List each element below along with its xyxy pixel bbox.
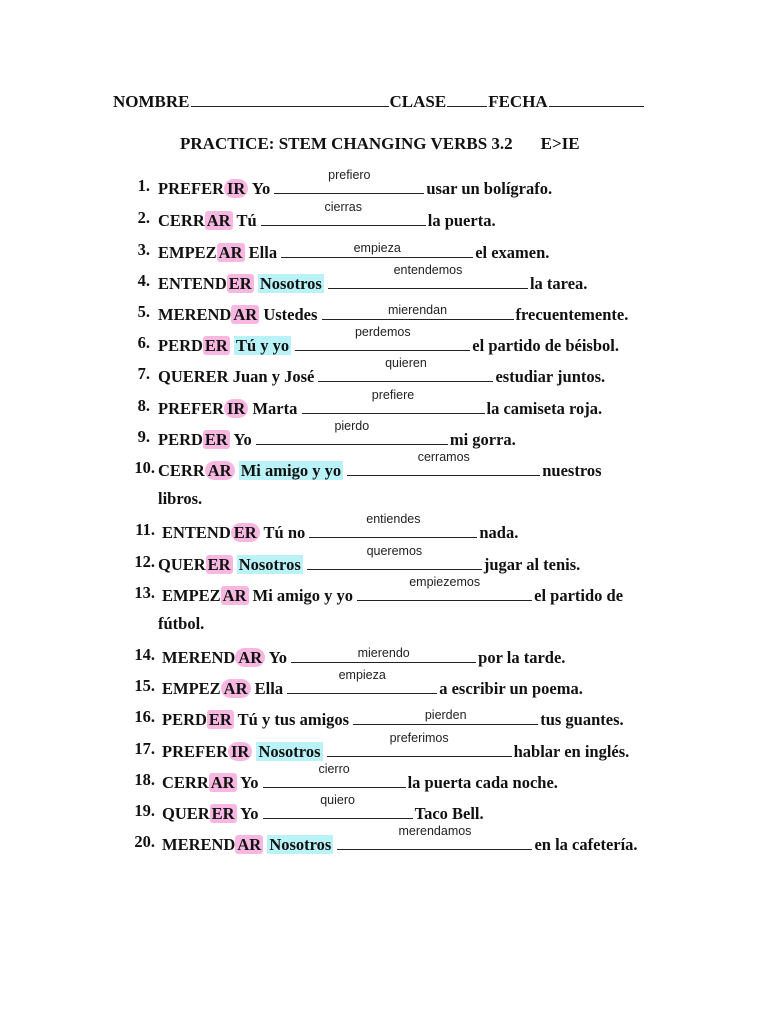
answer-blank[interactable] bbox=[256, 419, 448, 445]
verb-stem: CERR bbox=[158, 461, 205, 480]
verb-ending: ER bbox=[208, 710, 232, 729]
item-number: 13. bbox=[134, 583, 155, 602]
sentence-rest: nada. bbox=[479, 523, 519, 542]
verb-ending: IR bbox=[224, 399, 248, 418]
sentence-rest: la puerta. bbox=[427, 211, 496, 230]
answer-text: perdemos bbox=[354, 325, 411, 339]
answer-blank[interactable] bbox=[309, 512, 477, 538]
answer-blank[interactable] bbox=[302, 388, 485, 414]
verb-ending: ER bbox=[204, 336, 228, 355]
subject: Yo bbox=[240, 773, 259, 792]
answer-text: prefiero bbox=[328, 168, 371, 182]
sentence-continuation: fútbol. bbox=[158, 614, 205, 633]
answer-text: cerramos bbox=[417, 450, 470, 464]
answer-blank[interactable] bbox=[263, 793, 413, 819]
verb-stem: QUER bbox=[158, 367, 206, 386]
answer-blank[interactable] bbox=[327, 731, 512, 757]
subject: Tú bbox=[236, 211, 257, 230]
sentence-rest: tus guantes. bbox=[540, 710, 624, 729]
answer-text: cierras bbox=[324, 200, 362, 214]
verb-stem: PERD bbox=[162, 710, 207, 729]
sentence-rest: frecuentemente. bbox=[515, 305, 629, 324]
subject: Yo bbox=[251, 179, 271, 198]
verb-stem: ENTEND bbox=[162, 523, 231, 542]
verb-ending: AR bbox=[210, 773, 235, 792]
verb-stem: CERR bbox=[158, 211, 205, 230]
sentence-rest: la camiseta roja. bbox=[486, 399, 603, 418]
item-sentence bbox=[162, 731, 630, 762]
verb-stem: PERD bbox=[158, 430, 203, 449]
verb-stem: EMPEZ bbox=[162, 679, 221, 698]
item-number: 15. bbox=[134, 676, 155, 695]
sentence-rest: a escribir un poema. bbox=[439, 679, 583, 698]
answer-blank[interactable] bbox=[281, 240, 473, 258]
subject: Juan y José bbox=[232, 367, 315, 386]
item-sentence bbox=[158, 263, 588, 294]
item-number: 16. bbox=[134, 707, 155, 726]
subject: Ella bbox=[254, 679, 284, 698]
sentence-rest: la puerta cada noche. bbox=[407, 773, 558, 792]
subject: Mi amigo y yo bbox=[252, 586, 354, 605]
sentence-rest: el partido de béisbol. bbox=[472, 336, 619, 355]
subject: Mi amigo y yo bbox=[240, 461, 342, 480]
fecha-blank[interactable] bbox=[549, 92, 644, 107]
header-line bbox=[113, 92, 673, 112]
sentence-rest: Taco Bell. bbox=[414, 804, 484, 823]
item-sentence bbox=[162, 668, 583, 699]
verb-ending: AR bbox=[235, 648, 265, 667]
answer-text: quiero bbox=[320, 793, 355, 807]
answer-blank[interactable] bbox=[295, 325, 470, 351]
item-sentence bbox=[162, 762, 558, 793]
item-sentence bbox=[162, 824, 638, 855]
verb-stem: QUER bbox=[162, 804, 210, 823]
item-sentence bbox=[158, 302, 628, 325]
answer-blank[interactable] bbox=[263, 762, 406, 788]
subject: Nosotros bbox=[258, 742, 321, 761]
item-number: 3. bbox=[137, 240, 150, 259]
answer-text: empieza bbox=[338, 668, 386, 682]
title-change: E>IE bbox=[540, 134, 580, 153]
answer-text: entendemos bbox=[393, 263, 463, 277]
answer-text: entiendes bbox=[366, 512, 421, 526]
verb-ending: ER bbox=[205, 367, 229, 386]
sentence-rest: el examen. bbox=[475, 243, 550, 262]
verb-ending: AR bbox=[237, 835, 262, 854]
item-number: 5. bbox=[137, 302, 150, 321]
item-number: 8. bbox=[137, 396, 150, 415]
subject: Tú no bbox=[263, 523, 306, 542]
answer-text: empieza bbox=[353, 241, 401, 255]
verb-ending: AR bbox=[205, 461, 235, 480]
sentence-rest: nuestros bbox=[542, 461, 602, 480]
answer-text: cierro bbox=[318, 762, 350, 776]
subject: Nosotros bbox=[269, 835, 332, 854]
answer-blank[interactable] bbox=[307, 544, 482, 570]
item-number: 19. bbox=[134, 801, 155, 820]
item-number: 12. bbox=[134, 552, 155, 571]
sentence-rest: en la cafetería. bbox=[534, 835, 638, 854]
answer-blank[interactable] bbox=[318, 356, 493, 382]
subject: Nosotros bbox=[238, 555, 301, 574]
item-sentence bbox=[162, 645, 565, 668]
item-sentence bbox=[158, 388, 603, 419]
item-sentence bbox=[158, 325, 619, 356]
sentence-rest: estudiar juntos. bbox=[495, 367, 606, 386]
answer-text: prefiere bbox=[371, 388, 415, 402]
verb-stem: PREFER bbox=[162, 742, 228, 761]
item-number: 11. bbox=[135, 520, 155, 539]
title-main: PRACTICE: STEM CHANGING VERBS 3.2 bbox=[180, 134, 513, 153]
verb-stem: CERR bbox=[162, 773, 209, 792]
verb-ending: AR bbox=[233, 305, 258, 324]
subject: Yo bbox=[233, 430, 252, 449]
answer-text: pierden bbox=[424, 708, 467, 722]
verb-stem: EMPEZ bbox=[162, 586, 221, 605]
item-sentence bbox=[158, 356, 606, 387]
sentence-rest: mi gorra. bbox=[449, 430, 516, 449]
answer-blank[interactable] bbox=[328, 263, 528, 289]
item-number: 10. bbox=[134, 458, 155, 477]
sentence-rest: por la tarde. bbox=[478, 648, 566, 667]
answer-blank[interactable] bbox=[347, 450, 540, 476]
item-number: 18. bbox=[134, 770, 155, 789]
verb-ending: ER bbox=[204, 430, 228, 449]
verb-ending: ER bbox=[211, 804, 235, 823]
answer-blank[interactable] bbox=[322, 302, 514, 320]
fecha-label: FECHA bbox=[488, 92, 548, 111]
answer-text: mierendo bbox=[357, 646, 410, 660]
answer-text: empiezemos bbox=[409, 575, 481, 589]
answer-blank[interactable] bbox=[337, 824, 532, 850]
answer-blank[interactable] bbox=[353, 707, 538, 725]
verb-stem: MEREND bbox=[162, 835, 236, 854]
subject: Yo bbox=[268, 648, 288, 667]
answer-blank[interactable] bbox=[274, 168, 424, 194]
item-sentence bbox=[158, 168, 553, 199]
item-sentence bbox=[158, 200, 496, 231]
verb-stem: QUER bbox=[158, 555, 206, 574]
verb-stem: PREFER bbox=[158, 399, 224, 418]
answer-text: pierdo bbox=[334, 419, 370, 433]
item-number: 20. bbox=[134, 832, 155, 851]
sentence-rest: usar un bolígrafo. bbox=[426, 179, 553, 198]
subject: Yo bbox=[240, 804, 259, 823]
item-sentence bbox=[162, 512, 519, 543]
verb-ending: IR bbox=[228, 742, 252, 761]
answer-text: queremos bbox=[366, 544, 423, 558]
item-number: 17. bbox=[134, 739, 155, 758]
verb-ending: IR bbox=[224, 179, 248, 198]
sentence-rest: hablar en inglés. bbox=[513, 742, 630, 761]
item-sentence bbox=[158, 450, 602, 481]
answer-text: mierendan bbox=[387, 303, 448, 317]
verb-stem: PERD bbox=[158, 336, 203, 355]
item-sentence bbox=[158, 240, 549, 263]
item-number: 7. bbox=[137, 364, 150, 383]
item-sentence bbox=[162, 575, 624, 606]
verb-stem: PREFER bbox=[158, 179, 224, 198]
verb-ending: ER bbox=[207, 555, 231, 574]
answer-blank[interactable] bbox=[287, 668, 437, 694]
item-sentence bbox=[158, 544, 581, 575]
verb-ending: ER bbox=[231, 523, 260, 542]
item-sentence bbox=[158, 419, 516, 450]
verb-ending: AR bbox=[221, 679, 251, 698]
answer-blank[interactable] bbox=[357, 575, 532, 601]
sentence-rest: el partido de bbox=[534, 586, 624, 605]
verb-ending: AR bbox=[218, 243, 243, 262]
sentence-continuation: libros. bbox=[158, 489, 203, 508]
answer-blank[interactable] bbox=[261, 200, 426, 226]
item-number: 9. bbox=[137, 427, 150, 446]
answer-text: quieren bbox=[385, 356, 427, 370]
verb-ending: AR bbox=[222, 586, 247, 605]
verb-stem: MEREND bbox=[162, 648, 236, 667]
verb-stem: EMPEZ bbox=[158, 243, 217, 262]
item-sentence bbox=[162, 707, 624, 730]
nombre-blank[interactable] bbox=[191, 92, 389, 107]
verb-stem: MEREND bbox=[158, 305, 232, 324]
subject: Marta bbox=[252, 399, 298, 418]
subject: Tú y tus amigos bbox=[237, 710, 350, 729]
verb-ending: AR bbox=[206, 211, 231, 230]
item-number: 2. bbox=[137, 208, 150, 227]
verb-ending: ER bbox=[228, 274, 252, 293]
clase-label: CLASE bbox=[389, 92, 447, 111]
item-sentence bbox=[162, 793, 484, 824]
sentence-rest: la tarea. bbox=[529, 274, 588, 293]
subject: Ustedes bbox=[263, 305, 318, 324]
subject: Ella bbox=[248, 243, 278, 262]
answer-text: preferimos bbox=[389, 731, 449, 745]
item-number: 4. bbox=[137, 271, 150, 290]
item-number: 14. bbox=[134, 645, 155, 664]
verb-stem: ENTEND bbox=[158, 274, 227, 293]
subject: Tú y yo bbox=[235, 336, 290, 355]
subject: Nosotros bbox=[259, 274, 322, 293]
answer-text: merendamos bbox=[398, 824, 472, 838]
sentence-rest: jugar al tenis. bbox=[483, 555, 581, 574]
clase-blank[interactable] bbox=[447, 92, 487, 107]
item-number: 6. bbox=[137, 333, 150, 352]
nombre-label: NOMBRE bbox=[113, 92, 190, 111]
answer-blank[interactable] bbox=[291, 645, 476, 663]
item-number: 1. bbox=[137, 176, 150, 195]
page-title bbox=[180, 134, 580, 154]
